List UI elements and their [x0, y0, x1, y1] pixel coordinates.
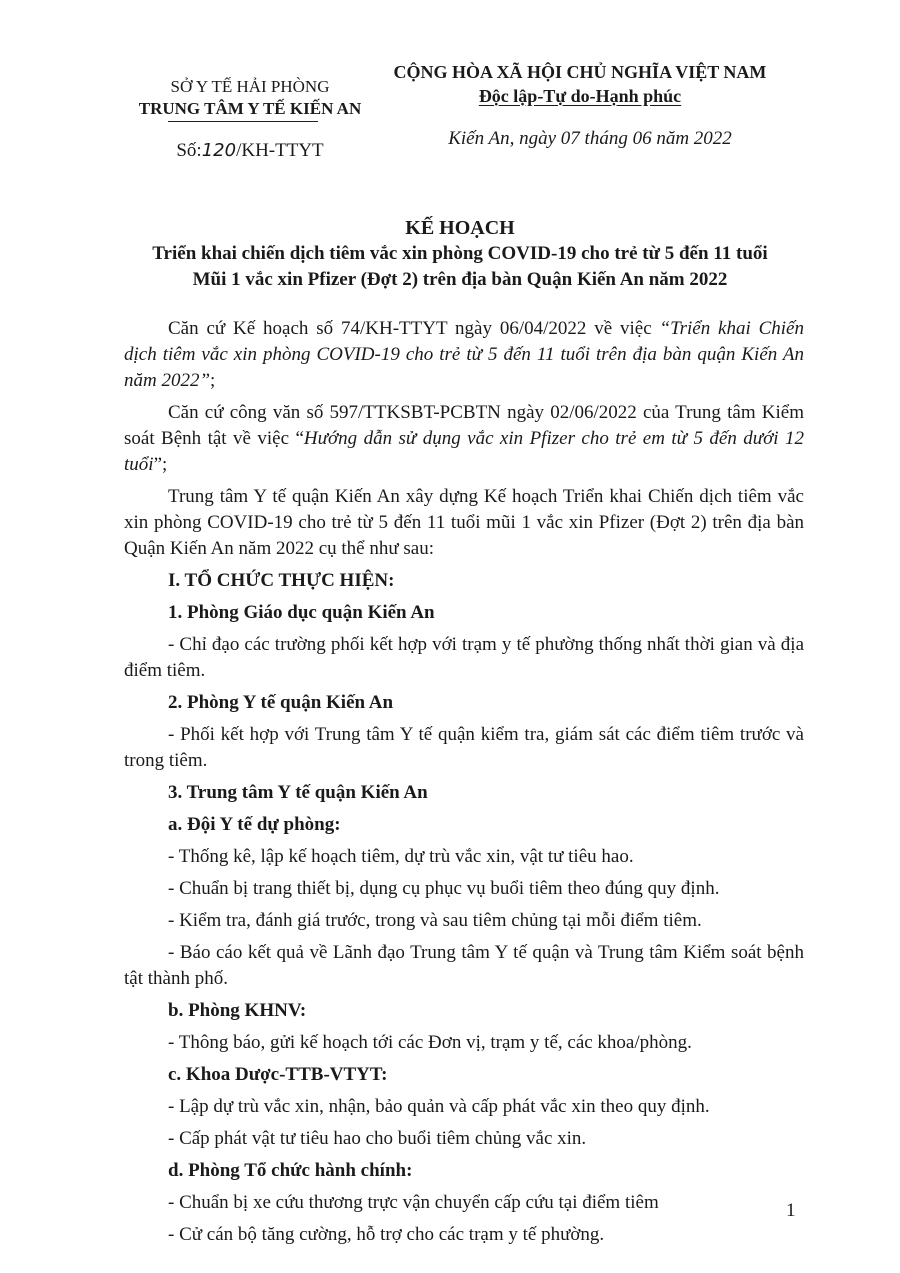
title-type: KẾ HOẠCH — [405, 217, 515, 239]
list-item: - Lập dự trù vắc xin, nhận, bảo quản và cấp phát vắc xin theo quy định. — [168, 1096, 710, 1117]
section-heading: I. TỔ CHỨC THỰC HIỆN: — [168, 570, 395, 591]
title-subject-line2: Mũi 1 vắc xin Pfizer (Đợt 2) trên địa bàn Quận Kiến An năm 2022 — [192, 269, 728, 290]
list-item: - Cấp phát vật tư tiêu hao cho buổi tiêm chủng vắc xin. — [168, 1128, 587, 1149]
issuing-organization — [120, 76, 380, 120]
list-item: - Thông báo, gửi kế hoạch tới các Đơn vị, trạm y tế, các khoa/phòng. — [168, 1032, 692, 1053]
parent-organization: SỞ Y TẾ HẢI PHÒNG — [170, 77, 330, 96]
list-item: - Phối kết hợp với Trung tâm Y tế quận kiểm tra, giám sát các điểm tiêm trước và trong tiêm. — [124, 724, 804, 771]
document-title — [60, 215, 860, 293]
title-subject-line1: Triển khai chiến dịch tiêm vắc xin phòng COVID-19 cho trẻ từ 5 đến 11 tuổi — [152, 243, 768, 264]
intro-paragraph: Trung tâm Y tế quận Kiến An xây dựng Kế hoạch Triển khai Chiến dịch tiêm vắc xin phòng COVID-19 cho trẻ từ 5 đến 11 tuổi mũi 1 vắc xin Pfizer (Đợt 2) trên địa bàn Quận Kiến An năm 2022 cụ thể như sau: — [124, 486, 804, 559]
document-number-suffix: /KH-TTYT — [236, 140, 324, 161]
unit-heading-c: c. Khoa Dược-TTB-VTYT: — [168, 1064, 388, 1085]
unit-heading-a: a. Đội Y tế dự phòng: — [168, 814, 341, 835]
national-header — [390, 60, 770, 108]
basis-paragraph-2: Căn cứ công văn số 597/TTKSBT-PCBTN ngày 02/06/2022 của Trung tâm Kiểm soát Bệnh tật về việc “Hướng dẫn sử dụng vắc xin Pfizer cho trẻ em từ 5 đến dưới 12 tuổi”; — [124, 402, 805, 475]
issue-date: Kiến An, ngày 07 tháng 06 năm 2022 — [448, 128, 732, 149]
list-item: - Chỉ đạo các trường phối kết hợp với trạm y tế phường thống nhất thời gian và địa điểm tiêm. — [124, 634, 804, 681]
list-item: - Cử cán bộ tăng cường, hỗ trợ cho các trạm y tế phường. — [168, 1224, 605, 1245]
subsection-heading-3: 3. Trung tâm Y tế quận Kiến An — [168, 782, 428, 803]
list-item: - Chuẩn bị trang thiết bị, dụng cụ phục vụ buổi tiêm theo đúng quy định. — [168, 878, 720, 899]
document-body — [124, 316, 804, 1254]
organization-name: TRUNG TÂM Y TẾ KIẾN AN — [138, 99, 362, 118]
list-item: - Kiểm tra, đánh giá trước, trong và sau tiêm chủng tại mỗi điểm tiêm. — [168, 910, 702, 931]
unit-heading-b: b. Phòng KHNV: — [168, 1000, 307, 1021]
document-number — [120, 140, 380, 162]
document-number-handwritten: 120 — [201, 140, 237, 161]
subsection-heading-1: 1. Phòng Giáo dục quận Kiến An — [168, 602, 435, 623]
header-divider-left — [168, 121, 318, 122]
document-number-prefix: Số: — [176, 140, 202, 161]
page-number: 1 — [786, 1200, 796, 1221]
list-item: - Báo cáo kết quả về Lãnh đạo Trung tâm Y tế quận và Trung tâm Kiểm soát bệnh tật thành phố. — [124, 942, 804, 989]
list-item: - Thống kê, lập kế hoạch tiêm, dự trù vắc xin, vật tư tiêu hao. — [168, 846, 634, 867]
subsection-heading-2: 2. Phòng Y tế quận Kiến An — [168, 692, 394, 713]
national-motto: Độc lập-Tự do-Hạnh phúc — [478, 86, 682, 106]
country-name: CỘNG HÒA XÃ HỘI CHỦ NGHĨA VIỆT NAM — [393, 62, 767, 82]
unit-heading-d: d. Phòng Tổ chức hành chính: — [168, 1160, 413, 1181]
list-item: - Chuẩn bị xe cứu thương trực vận chuyển cấp cứu tại điểm tiêm — [168, 1192, 659, 1213]
basis-paragraph-1: Căn cứ Kế hoạch số 74/KH-TTYT ngày 06/04/2022 về việc “Triển khai Chiến dịch tiêm vắc xin phòng COVID-19 cho trẻ từ 5 đến 11 tuổi trên địa bàn quận Kiến An năm 2022”; — [124, 318, 804, 391]
